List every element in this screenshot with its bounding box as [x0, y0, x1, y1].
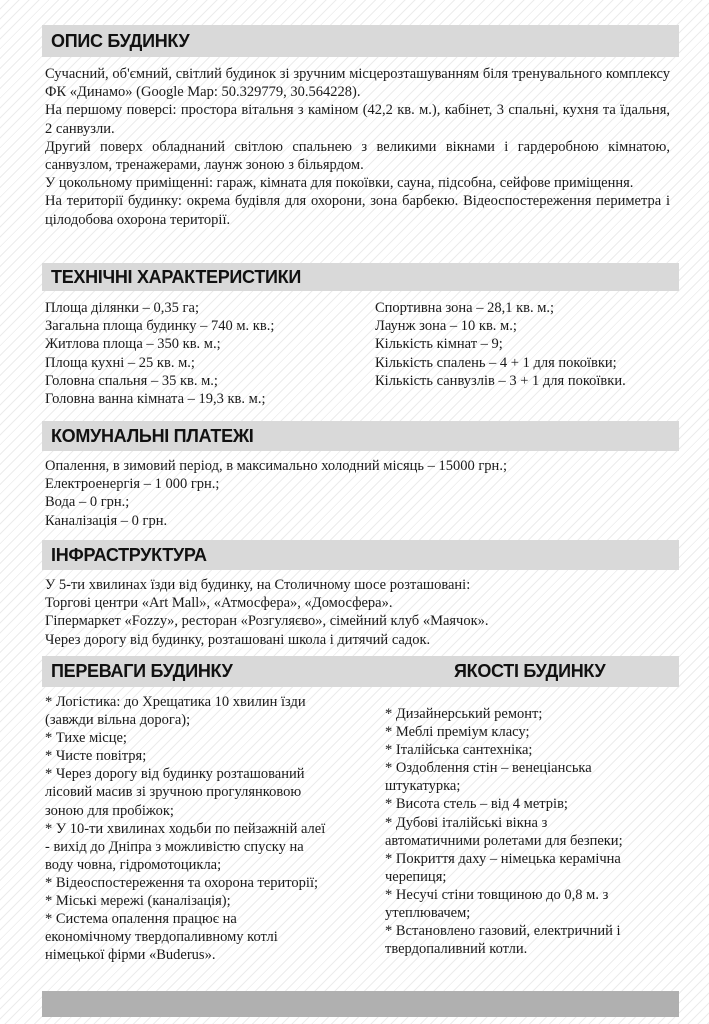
infrastructure-item: Торгові центри «Art Mall», «Атмосфера», «Домосфера». — [45, 595, 393, 612]
infrastructure-body — [45, 576, 489, 649]
spec-item: Лаунж зона – 10 кв. м.; — [375, 318, 517, 335]
list-item: зоною для пробіжок; — [45, 802, 174, 819]
paragraph: Другий поверх обладнаний світлою спальнею з великими вікнами і гардеробною кімнатою, санвузлом, тренажерами, лаунж зоною з більярдом. — [45, 138, 670, 174]
infrastructure-item: Гіпермаркет «Fozzy», ресторан «Розгуляєво», сімейний клуб «Маячок». — [45, 613, 489, 630]
list-item: німецької фірми «Buderus». — [45, 947, 216, 964]
spec-item: Кількість санвузлів – 3 + 1 для покоївки. — [375, 372, 626, 389]
spec-item: Спортивна зона – 28,1 кв. м.; — [375, 300, 555, 316]
spec-item: Площа ділянки – 0,35 га; — [45, 300, 199, 316]
section-header-description — [42, 25, 679, 57]
list-item: * Несучі стіни товщиною до 0,8 м. з — [385, 886, 609, 903]
utility-item: Вода – 0 грн.; — [45, 494, 130, 511]
utility-item: Електроенергія – 1 000 грн.; — [45, 476, 220, 493]
list-item: * У 10-ти хвилинах ходьби по пейзажній алеї — [45, 820, 326, 837]
list-item: * Дубові італійські вікна з — [385, 814, 548, 831]
list-item: * Покриття даху – німецька керамічна — [385, 850, 621, 867]
list-item: (завжди вільна дорога); — [45, 712, 191, 729]
list-item: * Міські мережі (каналізація); — [45, 893, 231, 910]
list-item: економічному твердопаливному котлі — [45, 929, 278, 946]
spec-item: Головна спальня – 35 кв. м.; — [45, 372, 218, 389]
footer-bar — [42, 991, 679, 1017]
spec-item: Житлова площа – 350 кв. м.; — [45, 336, 221, 353]
description-body — [45, 65, 670, 229]
section-header-utilities — [42, 421, 679, 451]
section-title-advantages: ПЕРЕВАГИ БУДИНКУ — [51, 661, 233, 681]
list-item: автоматичними ролетами для безпеки; — [385, 832, 623, 849]
list-item: * Меблі преміум класу; — [385, 724, 530, 741]
section-header-specs — [42, 263, 679, 291]
infrastructure-item: Через дорогу від будинку, розташовані школа і дитячий садок. — [45, 631, 431, 648]
specs-left-column — [45, 299, 274, 408]
advantages-list — [45, 693, 365, 964]
list-item: лісовий масив зі зручною прогулянковою — [45, 784, 302, 801]
list-item: * Система опалення працює на — [45, 911, 237, 928]
list-item: * Дизайнерський ремонт; — [385, 706, 543, 722]
list-item: штукатурка; — [385, 778, 461, 795]
paragraph: На території будинку: окрема будівля для охорони, зона барбекю. Відеоспостереження периметра і цілодобова охорона території. — [45, 193, 670, 228]
paragraph: У цокольному приміщенні: гараж, кімната для покоївки, сауна, підсобна, сейфове приміщення. — [45, 175, 634, 192]
paragraph: Сучасний, об'ємний, світлий будинок зі зручним місцерозташуванням біля тренувального комплексу ФК «Динамо» (Google Map: 50.329779, 30.564228). — [45, 66, 670, 101]
section-title: КОМУНАЛЬНІ ПЛАТЕЖІ — [51, 425, 254, 446]
utility-item: Опалення, в зимовий період, в максимально холодний місяць – 15000 грн.; — [45, 458, 507, 474]
section-title: ТЕХНІЧНІ ХАРАКТЕРИСТИКИ — [51, 266, 301, 287]
section-header-infrastructure — [42, 540, 679, 570]
list-item: * Встановлено газовий, електричний і — [385, 923, 621, 940]
section-title: ІНФРАСТРУКТУРА — [51, 544, 207, 565]
specs-right-column — [375, 299, 626, 390]
paragraph: На першому поверсі: простора вітальня з каміном (42,2 кв. м.), кабінет, 3 спальні, кухня та їдальня, 2 санвузли. — [45, 102, 670, 137]
section-title: ОПИС БУДИНКУ — [51, 30, 190, 51]
infrastructure-item: У 5-ти хвилинах їзди від будинку, на Столичному шосе розташовані: — [45, 577, 471, 593]
list-item: твердопаливний котли. — [385, 941, 528, 958]
spec-item: Площа кухні – 25 кв. м.; — [45, 354, 195, 371]
list-item: воду човна, гідромотоцикла; — [45, 856, 222, 873]
list-item: утеплювачем; — [385, 905, 471, 922]
spec-item: Головна ванна кімната – 19,3 кв. м.; — [45, 391, 266, 408]
spec-item: Загальна площа будинку – 740 м. кв.; — [45, 318, 275, 335]
utility-item: Каналізація – 0 грн. — [45, 512, 168, 529]
list-item: * Через дорогу від будинку розташований — [45, 766, 305, 783]
spec-item: Кількість кімнат – 9; — [375, 336, 503, 353]
list-item: черепиця; — [385, 868, 447, 885]
list-item: * Оздоблення стін – венеціанська — [385, 760, 592, 777]
list-item: * Висота стель – від 4 метрів; — [385, 796, 568, 813]
list-item: * Відеоспостереження та охорона території; — [45, 874, 319, 891]
list-item: * Чисте повітря; — [45, 748, 147, 765]
list-item: * Італійська сантехніка; — [385, 742, 533, 759]
spec-item: Кількість спалень – 4 + 1 для покоївки; — [375, 354, 617, 371]
list-item: - вихід до Дніпра з можливістю спуску на — [45, 838, 304, 855]
section-title-qualities: ЯКОСТІ БУДИНКУ — [454, 661, 606, 681]
list-item: * Тихе місце; — [45, 730, 127, 747]
list-item: * Логістика: до Хрещатика 10 хвилин їзди — [45, 694, 306, 710]
section-header-advantages-qualities — [42, 656, 679, 687]
utilities-body — [45, 457, 507, 530]
qualities-list — [385, 705, 685, 958]
